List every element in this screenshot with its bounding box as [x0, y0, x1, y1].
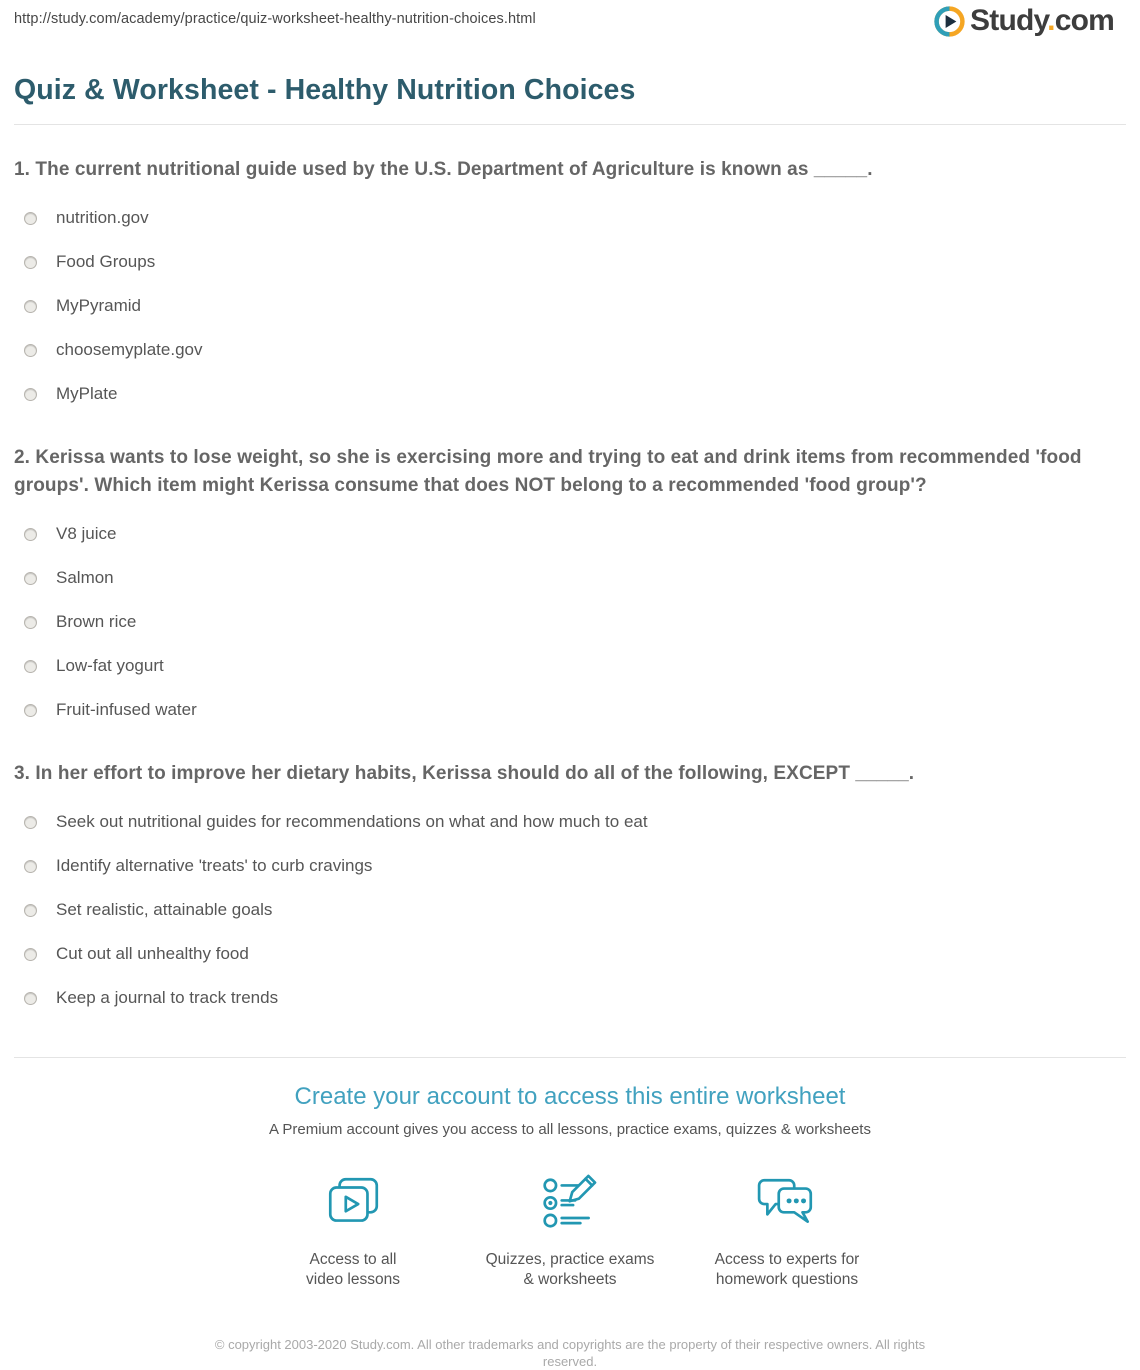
option-label[interactable]: Food Groups	[56, 252, 156, 271]
logo-word: Study	[970, 4, 1048, 37]
question-2-options	[14, 524, 1126, 720]
feature-label	[679, 1250, 896, 1290]
question-1	[14, 156, 1126, 404]
page-url: http://study.com/academy/practice/quiz-worksheet-healthy-nutrition-choices.html	[14, 11, 536, 27]
option-label[interactable]: Fruit-infused water	[56, 700, 197, 719]
radio-button[interactable]	[24, 704, 37, 717]
answer-option[interactable]	[24, 252, 1126, 272]
quiz-section	[14, 156, 1126, 1008]
studycom-play-icon	[934, 6, 965, 37]
logo-tld: com	[1054, 4, 1114, 37]
feature-label-line: Access to all	[309, 1251, 397, 1268]
option-label[interactable]: Salmon	[56, 568, 114, 587]
page-title: Quiz & Worksheet - Healthy Nutrition Choices	[14, 74, 636, 106]
studycom-logo[interactable]	[934, 4, 1114, 38]
answer-option[interactable]	[24, 900, 1126, 920]
answer-option[interactable]	[24, 856, 1126, 876]
quizzes-worksheets-icon	[539, 1174, 601, 1232]
radio-button[interactable]	[24, 256, 37, 269]
feature-label-line: & worksheets	[523, 1271, 617, 1288]
option-label[interactable]: V8 juice	[56, 524, 117, 543]
option-label[interactable]: nutrition.gov	[56, 208, 149, 227]
title-divider	[14, 124, 1126, 125]
answer-option[interactable]	[24, 568, 1126, 588]
feature-label	[462, 1250, 679, 1290]
features-row	[14, 1174, 1126, 1290]
question-2	[14, 444, 1126, 720]
answer-option[interactable]	[24, 524, 1126, 544]
option-label[interactable]: Keep a journal to track trends	[56, 988, 279, 1007]
radio-button[interactable]	[24, 992, 37, 1005]
question-text: 3. In her effort to improve her dietary habits, Kerissa should do all of the following, EXCEPT _____.	[14, 763, 915, 784]
question-3-options	[14, 812, 1126, 1008]
feature-label-line: Access to experts for	[714, 1251, 860, 1268]
answer-option[interactable]	[24, 340, 1126, 360]
answer-option[interactable]	[24, 384, 1126, 404]
radio-button[interactable]	[24, 388, 37, 401]
answer-option[interactable]	[24, 700, 1126, 720]
answer-option[interactable]	[24, 944, 1126, 964]
answer-option[interactable]	[24, 296, 1126, 316]
feature-label-line: video lessons	[306, 1271, 400, 1288]
top-bar	[14, 0, 1126, 48]
radio-button[interactable]	[24, 212, 37, 225]
chat-experts-icon	[756, 1174, 818, 1232]
cta-subheading: A Premium account gives you access to all lessons, practice exams, quizzes & worksheets	[269, 1121, 871, 1138]
feature-quizzes-worksheets	[462, 1174, 679, 1290]
option-label[interactable]: Set realistic, attainable goals	[56, 900, 273, 919]
radio-button[interactable]	[24, 344, 37, 357]
option-label[interactable]: MyPyramid	[56, 296, 142, 315]
feature-video-lessons	[245, 1174, 462, 1290]
question-text: 1. The current nutritional guide used by the U.S. Department of Agriculture is known as _____.	[14, 159, 873, 180]
section-divider	[14, 1057, 1126, 1058]
answer-option[interactable]	[24, 988, 1126, 1008]
question-text: 2. Kerissa wants to lose weight, so she is exercising more and trying to eat and drink items from recommended 'food groups'. Which item might Kerissa consume that does NOT belong to a recommended 'food group'?	[14, 447, 1082, 496]
feature-label-line: Quizzes, practice exams	[485, 1251, 655, 1268]
question-3	[14, 760, 1126, 1008]
logo-text	[970, 4, 1114, 38]
radio-button[interactable]	[24, 616, 37, 629]
cta-heading: Create your account to access this entire worksheet	[294, 1083, 846, 1110]
option-label[interactable]: Cut out all unhealthy food	[56, 944, 249, 963]
answer-option[interactable]	[24, 612, 1126, 632]
create-account-section	[14, 1083, 1126, 1370]
radio-button[interactable]	[24, 948, 37, 961]
radio-button[interactable]	[24, 300, 37, 313]
feature-label	[245, 1250, 462, 1290]
option-label[interactable]: Low-fat yogurt	[56, 656, 164, 675]
option-label[interactable]: choosemyplate.gov	[56, 340, 203, 359]
option-label[interactable]: Brown rice	[56, 612, 137, 631]
logo-dot: .	[1047, 4, 1055, 37]
feature-label-line: homework questions	[715, 1271, 859, 1288]
radio-button[interactable]	[24, 528, 37, 541]
video-lessons-icon	[322, 1174, 384, 1232]
answer-option[interactable]	[24, 812, 1126, 832]
radio-button[interactable]	[24, 860, 37, 873]
answer-option[interactable]	[24, 656, 1126, 676]
option-label[interactable]: Seek out nutritional guides for recommendations on what and how much to eat	[56, 812, 648, 831]
question-1-options	[14, 208, 1126, 404]
radio-button[interactable]	[24, 572, 37, 585]
radio-button[interactable]	[24, 816, 37, 829]
option-label[interactable]: Identify alternative 'treats' to curb cravings	[56, 856, 373, 875]
answer-option[interactable]	[24, 208, 1126, 228]
copyright-notice: © copyright 2003-2020 Study.com. All other trademarks and copyrights are the property of their respective owners. All rights reserved.	[214, 1337, 926, 1369]
feature-homework-experts	[679, 1174, 896, 1290]
option-label[interactable]: MyPlate	[56, 384, 118, 403]
radio-button[interactable]	[24, 660, 37, 673]
radio-button[interactable]	[24, 904, 37, 917]
